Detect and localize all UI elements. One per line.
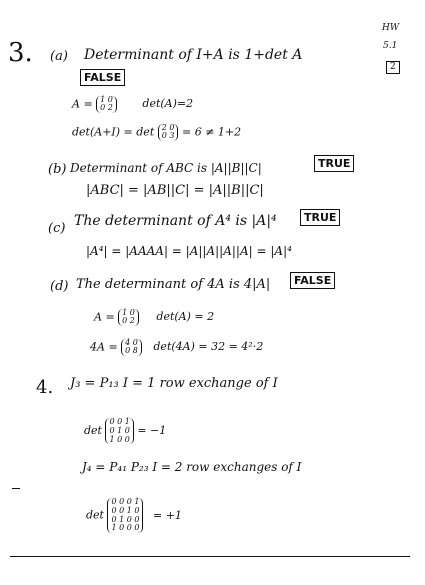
bottom-rule (10, 556, 410, 557)
matrix-J3: 0 0 1 0 1 0 1 0 0 (105, 418, 133, 444)
det-J3-result: = −1 (137, 424, 167, 438)
problem-4-number: 4. (36, 377, 54, 398)
part-b-verdict (314, 157, 354, 170)
part-d-verdict (290, 274, 335, 287)
det-J3-line (84, 418, 166, 444)
verdict-false-badge: FALSE (80, 69, 125, 86)
matrix-A-plus-I: 2 0 0 3 (158, 124, 179, 141)
part-a-matrix-line (72, 96, 193, 113)
verdict-true-badge: TRUE (300, 209, 340, 226)
problem-4-j3-line: J₃ = P₁₃ I = 1 row exchange of I (70, 376, 278, 391)
det-A-value: det(A)=2 (142, 97, 194, 111)
part-c-label: (c) (48, 221, 66, 236)
margin-mark (12, 488, 20, 489)
part-d-matrix-line (94, 309, 214, 326)
part-d-4a-line (90, 339, 263, 356)
matrix-4A: 4 0 0 8 (121, 339, 142, 356)
part-a-statement: Determinant of I+A is 1+det A (84, 47, 303, 63)
det-4A-value: det(4A) = 32 = 4²·2 (153, 340, 264, 354)
matrix-J4: 0 0 0 1 0 0 1 0 0 1 0 0 1 0 0 0 (107, 498, 143, 533)
part-c-verdict (300, 211, 340, 224)
part-b-work: |ABC| = |AB||C| = |A||B||C| (86, 183, 264, 198)
part-c-statement: The determinant of A⁴ is |A|⁴ (74, 213, 277, 229)
page-number-box: 2 (386, 61, 400, 74)
problem-4-j4-line: J₄ = P₄₁ P₂₃ I = 2 row exchanges of I (82, 460, 302, 474)
det-A-plus-I-label: det(A+I) = det (72, 125, 155, 139)
problem-3-number: 3. (8, 38, 33, 68)
part-b-statement: Determinant of ABC is |A||B||C| (70, 161, 262, 175)
matrix-A: 1 0 0 2 (96, 96, 117, 113)
det-A-plus-I-result: = 6 ≠ 1+2 (181, 125, 242, 139)
matrix-A-label: A = (94, 310, 115, 324)
header-section: 5.1 (383, 41, 398, 51)
part-a-verdict (80, 71, 125, 84)
part-b-label: (b) (48, 162, 67, 177)
matrix-A-label: A = (72, 97, 93, 111)
det-A-value: det(A) = 2 (156, 310, 215, 324)
part-a-label: (a) (50, 49, 68, 64)
part-d-statement: The determinant of 4A is 4|A| (76, 277, 271, 292)
det-J4-result: = +1 (152, 508, 182, 522)
verdict-false-badge: FALSE (290, 272, 335, 289)
det-J4-line (86, 498, 182, 533)
matrix-A: 1 0 0 2 (118, 309, 139, 326)
det-label: det (84, 424, 102, 438)
matrix-4A-label: 4A = (90, 340, 118, 354)
part-d-label: (d) (50, 279, 69, 294)
part-a-det-line (72, 124, 241, 141)
header-hw: HW (382, 23, 400, 33)
part-c-work: |A⁴| = |AAAA| = |A||A||A||A| = |A|⁴ (86, 244, 292, 258)
det-label: det (86, 508, 104, 522)
verdict-true-badge: TRUE (314, 155, 354, 172)
